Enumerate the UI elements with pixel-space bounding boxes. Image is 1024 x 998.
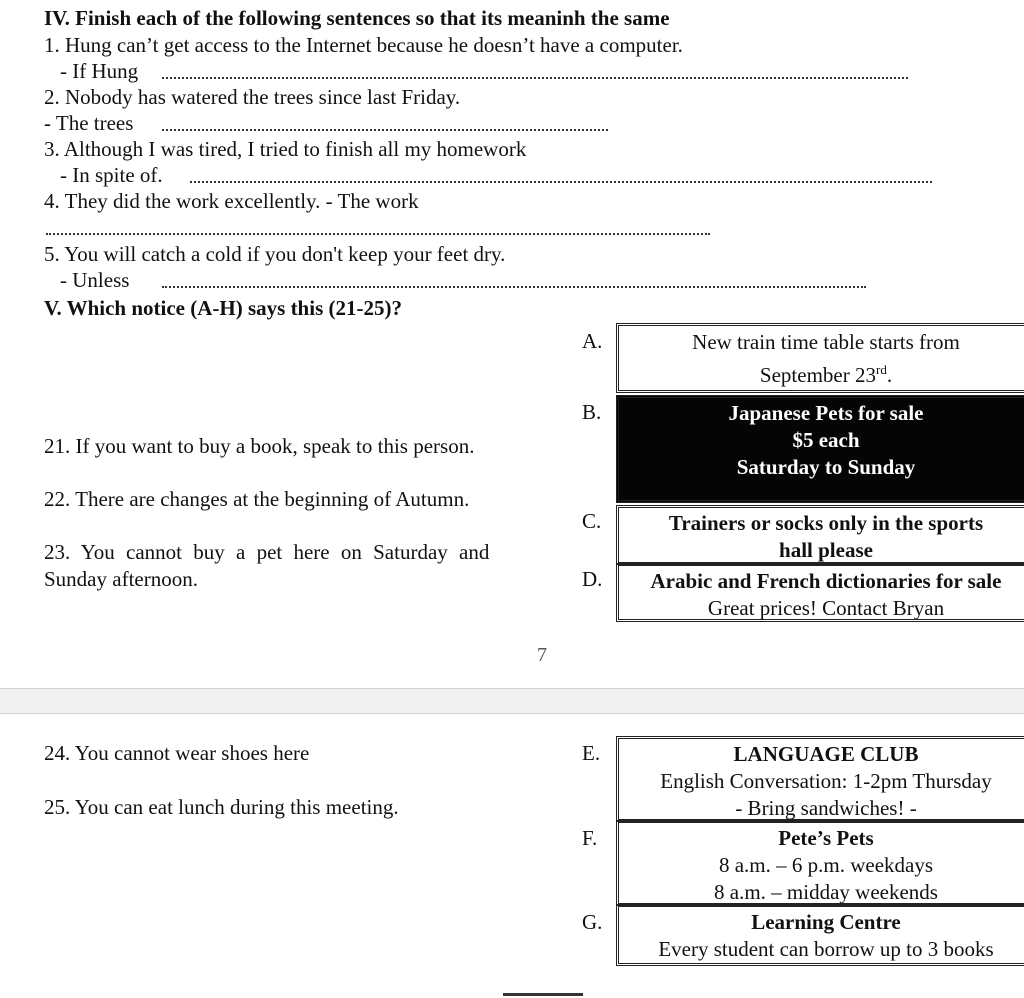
notice-f-letter: F. xyxy=(582,826,598,850)
cut-off-heading-fragment xyxy=(503,993,583,996)
exercise-3-question: 3. Although I was tired, I tried to finish all my homework xyxy=(44,137,527,161)
answer-line-5[interactable] xyxy=(162,286,866,288)
question-21: 21. If you want to buy a book, speak to this person. xyxy=(44,434,475,458)
page-gap xyxy=(0,688,1024,714)
notice-b xyxy=(616,395,1024,503)
notice-e xyxy=(616,736,1024,822)
notice-f xyxy=(616,820,1024,906)
exercise-5-question: 5. You will catch a cold if you don't keep your feet dry. xyxy=(44,242,506,266)
notice-a-line-1: New train time table starts from xyxy=(692,330,960,354)
section-4-title: IV. Finish each of the following sentences so that its meaninh the same xyxy=(44,6,670,30)
notice-e-line-3: - Bring sandwiches! - xyxy=(735,796,917,820)
notice-g-letter: G. xyxy=(582,910,603,934)
section-5-title: V. Which notice (A-H) says this (21-25)? xyxy=(44,296,402,320)
notice-c-letter: C. xyxy=(582,509,602,533)
notice-d-line-2: Great prices! Contact Bryan xyxy=(707,596,945,620)
notice-d xyxy=(616,563,1024,622)
answer-line-3[interactable] xyxy=(190,181,932,183)
notice-d-letter: D. xyxy=(582,567,603,591)
notice-b-letter: B. xyxy=(582,400,602,424)
notice-b-line-1: Japanese Pets for sale xyxy=(728,401,924,425)
notice-a xyxy=(616,323,1024,393)
notice-f-line-3: 8 a.m. – midday weekends xyxy=(714,880,938,904)
exercise-2-prompt: - The trees xyxy=(44,111,134,135)
notice-c xyxy=(616,505,1024,565)
question-23: 23. You cannot buy a pet here on Saturday and xyxy=(44,540,490,564)
notice-e-letter: E. xyxy=(582,741,601,765)
notice-g-line-2: Every student can borrow up to 3 books xyxy=(658,937,994,961)
answer-line-4[interactable] xyxy=(46,233,710,235)
question-23-continued: Sunday afternoon. xyxy=(44,567,198,591)
notice-g xyxy=(616,904,1024,966)
answer-line-2[interactable] xyxy=(162,129,608,131)
exercise-4-question: 4. They did the work excellently. - The work xyxy=(44,189,419,213)
exercise-2-question: 2. Nobody has watered the trees since last Friday. xyxy=(44,85,461,109)
notice-f-line-2: 8 a.m. – 6 p.m. weekdays xyxy=(718,853,934,877)
notice-a-line-2: September 23rd. xyxy=(759,362,893,387)
answer-line-1[interactable] xyxy=(162,77,908,79)
exercise-3-prompt: - In spite of. xyxy=(60,163,163,187)
notice-d-line-1: Arabic and French dictionaries for sale xyxy=(650,569,1002,593)
notice-c-line-2: hall please xyxy=(779,538,873,562)
notice-f-line-1: Pete’s Pets xyxy=(778,826,874,850)
notice-b-line-3: Saturday to Sunday xyxy=(736,455,916,479)
notice-a-letter: A. xyxy=(582,329,603,353)
notice-g-line-1: Learning Centre xyxy=(751,910,901,934)
notice-e-line-1: LANGUAGE CLUB xyxy=(733,742,919,766)
notice-b-line-2: $5 each xyxy=(792,428,860,452)
notice-e-line-2: English Conversation: 1-2pm Thursday xyxy=(660,769,992,793)
notice-c-line-1: Trainers or socks only in the sports xyxy=(668,511,984,535)
exercise-1-prompt: - If Hung xyxy=(60,59,139,83)
question-22: 22. There are changes at the beginning of Autumn. xyxy=(44,487,470,511)
exercise-1-question: 1. Hung can’t get access to the Internet because he doesn’t have a computer. xyxy=(44,33,683,57)
exercise-5-prompt: - Unless xyxy=(60,268,130,292)
question-24: 24. You cannot wear shoes here xyxy=(44,741,310,765)
question-25: 25. You can eat lunch during this meeting. xyxy=(44,795,399,819)
page-number: 7 xyxy=(537,644,547,666)
